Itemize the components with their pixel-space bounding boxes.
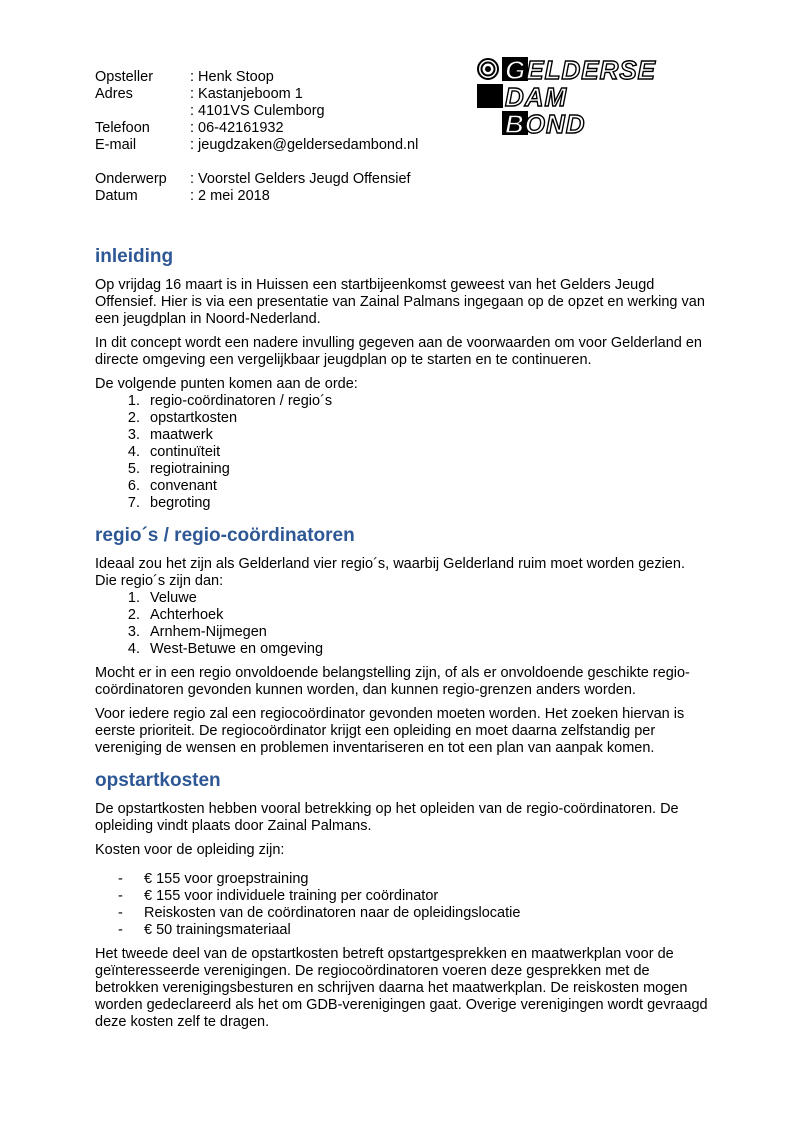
header-row [95, 69, 418, 86]
dash-list [95, 871, 710, 939]
list-item: 3. Arnhem-Nijmegen [144, 624, 710, 641]
header-value: : 06-42161932 [190, 120, 284, 136]
date-value: : 2 mei 2018 [190, 188, 270, 204]
header-label: Adres [95, 86, 133, 102]
paragraph: Op vrijdag 16 maart is in Huissen een startbijeenkomst geweest van het Gelders Jeugd Offensief. Hier is via een presentatie van Zainal Palmans ingegaan op de opzet en werking van een jeugdplan in Noord-Nederland. [95, 277, 705, 327]
paragraph: Het tweede deel van de opstartkosten betreft opstartgesprekken en maatwerkplan voor de geïnteresseerde verenigingen. De regiocoördinatoren voeren deze gesprekken met de betrokken verenigingsbesturen en schrijven daarna het maatwerkplan. De reiskosten mogen worden gedeclareerd als het om GDB-verenigingen gaat. Overige verenigingen wordt gevraagd deze kosten zelf te dragen. [95, 946, 708, 1030]
list-item: 2. opstartkosten [144, 410, 710, 427]
paragraph: In dit concept wordt een nadere invulling gegeven aan de voorwaarden om voor Gelderland en directe omgeving een vergelijkbaar jeugdplan op te starten en te continueren. [95, 335, 702, 368]
logo-line-2: DAM [505, 82, 568, 112]
list-item: - € 155 voor groepstraining [118, 871, 710, 888]
numbered-list [95, 393, 710, 512]
paragraph: Mocht er in een regio onvoldoende belangstelling zijn, of als er onvoldoende geschikte regio-coördinatoren gevonden kunnen worden, dan kunnen regio-grenzen anders worden. [95, 665, 690, 698]
header-row [95, 137, 418, 154]
header-value: : Henk Stoop [190, 69, 274, 85]
document-body [95, 245, 710, 1038]
list-item: - € 155 voor individuele training per coördinator [118, 888, 710, 905]
list-item: 3. maatwerk [144, 427, 710, 444]
header-row [95, 120, 418, 137]
logo-line-3: BOND [505, 109, 586, 136]
header-row [95, 103, 418, 120]
section-opstartkosten [95, 769, 710, 1031]
header-label: Opsteller [95, 69, 154, 85]
target-icon [478, 59, 498, 79]
header-label: E-mail [95, 137, 137, 153]
header-value: : Kastanjeboom 1 [190, 86, 303, 102]
list-item: 4. continuïteit [144, 444, 710, 461]
section-regios [95, 524, 710, 757]
numbered-list [95, 590, 710, 658]
logo-line-1: GELDERSE [505, 56, 657, 85]
date-label: Datum [95, 188, 138, 204]
list-item: 1. Veluwe [144, 590, 710, 607]
section-heading: opstartkosten [95, 770, 221, 791]
subject-row [95, 171, 418, 188]
paragraph: De opstartkosten hebben vooral betrekking op het opleiden van de regio-coördinatoren. De opleiding vindt plaats door Zainal Palmans. [95, 801, 679, 834]
list-item: 5. regiotraining [144, 461, 710, 478]
list-item: 1. regio-coördinatoren / regio´s [144, 393, 710, 410]
section-heading: regio´s / regio-coördinatoren [95, 525, 355, 546]
date-row [95, 188, 418, 205]
paragraph: De volgende punten komen aan de orde: [95, 376, 358, 392]
paragraph: Kosten voor de opleiding zijn: [95, 842, 285, 858]
list-item: 6. convenant [144, 478, 710, 495]
header-label [95, 103, 190, 120]
section-heading: inleiding [95, 246, 174, 267]
header-row [95, 86, 418, 103]
list-item: 2. Achterhoek [144, 607, 710, 624]
list-item: - € 50 trainingsmateriaal [118, 922, 710, 939]
gelderse-dambond-logo [476, 56, 694, 136]
header-value: : jeugdzaken@geldersedambond.nl [190, 137, 419, 153]
letter-header [95, 69, 418, 205]
subject-label: Onderwerp [95, 171, 167, 187]
list-item: - Reiskosten van de coördinatoren naar de opleidingslocatie [118, 905, 710, 922]
list-item: 7. begroting [144, 495, 710, 512]
paragraph: Voor iedere regio zal een regiocoördinator gevonden moeten worden. Het zoeken hiervan is eerste prioriteit. De regiocoördinator krijgt een opleiding en moet daarna zelfstandig per vereniging de wensen en problemen inventariseren en tot een plan van aanpak komen. [95, 706, 685, 756]
section-inleiding [95, 245, 710, 512]
header-label: Telefoon [95, 120, 150, 136]
list-item: 4. West-Betuwe en omgeving [144, 641, 710, 658]
subject-value: : Voorstel Gelders Jeugd Offensief [190, 171, 411, 187]
header-value: : 4101VS Culemborg [190, 103, 325, 119]
paragraph: Ideaal zou het zijn als Gelderland vier regio´s, waarbij Gelderland ruim moet worden gezien. Die regio´s zijn dan: [95, 556, 685, 589]
